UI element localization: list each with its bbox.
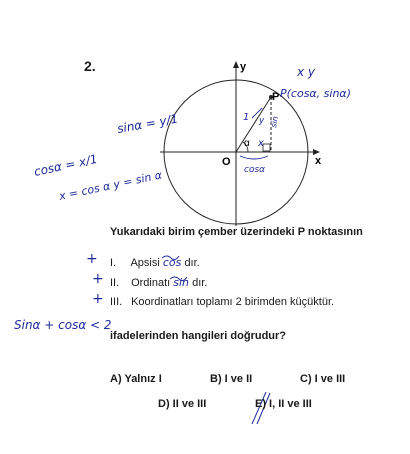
option-d[interactable]: D) II ve III — [158, 398, 207, 410]
option-e[interactable]: E) I, II ve III — [255, 398, 312, 410]
hw-side-y: y — [259, 116, 265, 126]
angle-label: α — [244, 138, 250, 149]
statement-3-roman: III. — [110, 296, 123, 308]
hw-side-1: 1 — [243, 112, 250, 123]
hw-sin-eq: sinα = y/1 — [116, 111, 180, 136]
statement-2 — [110, 276, 207, 289]
axis-x-label: x — [315, 155, 322, 167]
y-axis-arrow-icon — [233, 61, 239, 68]
hw-check-3: + — [92, 291, 104, 307]
statement-2-before: Ordinatı — [131, 277, 171, 289]
hw-sin-side: sin — [269, 115, 280, 129]
statement-1 — [110, 256, 200, 269]
statement-2-after: dır. — [192, 277, 208, 289]
question-stem: Yukarıdaki birim çember üzerindeki P noktasının — [110, 226, 363, 238]
hw-xy-label: x y — [297, 65, 316, 79]
question-ask: ifadelerinden hangileri doğrudur? — [110, 330, 287, 342]
option-b[interactable]: B) I ve II — [210, 373, 253, 385]
origin-label: O — [222, 156, 231, 168]
hw-brace — [240, 156, 268, 159]
question-number: 2. — [84, 58, 96, 74]
hw-p-coords: P(cosα, sinα) — [280, 87, 351, 100]
statement-1-crossed: cos — [162, 256, 182, 269]
point-p-label: P — [272, 91, 280, 103]
statement-1-roman: I. — [110, 257, 117, 269]
hw-xy-eq: x = cos α y = sin α — [57, 168, 164, 203]
option-a[interactable]: A) Yalnız I — [110, 373, 162, 385]
hw-side-x: x — [258, 138, 264, 149]
statement-2-crossed: sin — [173, 276, 190, 289]
option-c[interactable]: C) I ve III — [300, 373, 346, 385]
statement-1-before: Apsisi — [130, 257, 160, 269]
axis-y-label: y — [240, 61, 247, 73]
hw-check-2: + — [92, 271, 104, 287]
statement-1-after: dır. — [184, 257, 200, 269]
hw-check-1: + — [86, 251, 98, 267]
statement-3-text: Koordinatları toplamı 2 birimden küçüktür. — [131, 296, 335, 308]
statement-3 — [110, 296, 334, 308]
hw-sum-ineq: Sinα + cosα < 2 — [14, 318, 112, 332]
hw-cos-eq: cosα = x/1 — [32, 151, 99, 179]
hw-cos-side: cosα — [244, 165, 266, 175]
right-angle-marker — [263, 144, 270, 151]
statement-2-roman: II. — [110, 277, 120, 289]
